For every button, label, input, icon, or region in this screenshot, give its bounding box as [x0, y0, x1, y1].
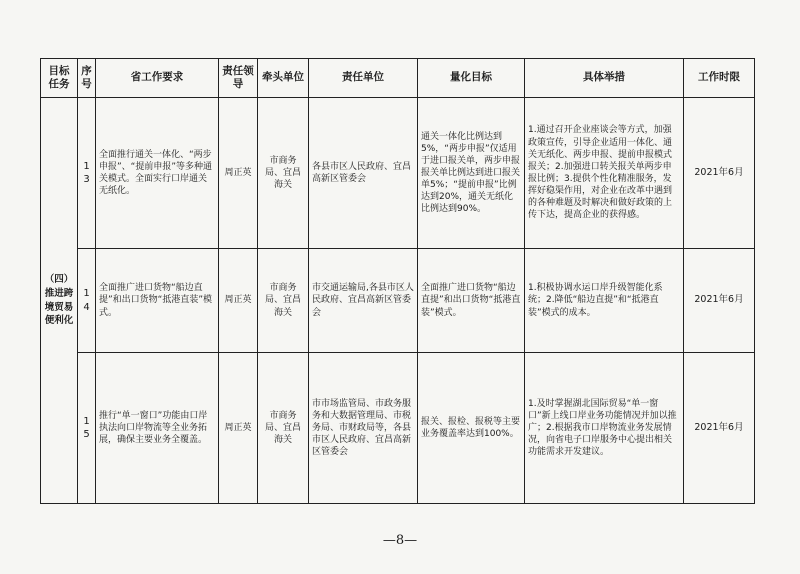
- header-measures: 具体举措: [525, 59, 684, 98]
- measures-cell: 1.积极协调水运口岸升级智能化系统；2.降低“船边直提”和“抵港直装”模式的成本。: [525, 249, 684, 353]
- page-number: —8—: [382, 533, 418, 548]
- target-cell: 全面推广进口货物“船边直提”和出口货物“抵港直装”模式。: [418, 249, 525, 353]
- row-number: 13: [78, 98, 96, 249]
- target-cell: 报关、报检、报税等主要业务覆盖率达到100%。: [418, 353, 525, 504]
- leader-cell: 周正英: [219, 98, 258, 249]
- task-table: [40, 58, 755, 504]
- table-row: [41, 249, 755, 353]
- header-leader: 责任领导: [219, 59, 258, 98]
- header-lead-unit: 牵头单位: [258, 59, 309, 98]
- header-responsible-units: 责任单位: [309, 59, 418, 98]
- header-requirement: 省工作要求: [96, 59, 219, 98]
- lead-unit-cell: 市商务局、宜昌海关: [258, 98, 309, 249]
- leader-cell: 周正英: [219, 353, 258, 504]
- table-row: [41, 98, 755, 249]
- row-number: 14: [78, 249, 96, 353]
- table-row: [41, 353, 755, 504]
- responsible-units-cell: 市市场监管局、市政务服务和大数据管理局、市税务局、市财政局等，各县市区人民政府、宜昌高新区管委会: [309, 353, 418, 504]
- deadline-cell: 2021年6月: [684, 98, 755, 249]
- measures-cell: 1.及时掌握湖北国际贸易“单一窗口”新上线口岸业务功能情况并加以推广；2.根据我市口岸物流业务发展情况，向省电子口岸服务中心提出相关功能需求开发建议。: [525, 353, 684, 504]
- requirement-cell: 全面推行通关一体化、“两步申报”、“提前申报”等多种通关模式。全面实行口岸通关无纸化。: [96, 98, 219, 249]
- group-task-cell: （四）推进跨境贸易便利化: [41, 98, 78, 504]
- row-number: 15: [78, 353, 96, 504]
- responsible-units-cell: 各县市区人民政府、宜昌高新区管委会: [309, 98, 418, 249]
- target-cell: 通关一体化比例达到5%，“两步申报”仅适用于进口报关单，两步申报报关单比例达到进口报关单5%；“提前申报”比例达到20%，通关无纸化比例达到90%。: [418, 98, 525, 249]
- lead-unit-cell: 市商务局、宜昌海关: [258, 353, 309, 504]
- measures-cell: 1.通过召开企业座谈会等方式，加强政策宣传，引导企业适用一体化、通关无纸化、两步申报、提前申报模式报关；2.加强进口转关报关单两步申报比例；3.提供个性化精准服务，发挥好稳渠作用，对企业在改革中遇到的各种难题及时解决和做好政策的上传下达，提高企业的获得感。: [525, 98, 684, 249]
- header-task: 目标任务: [41, 59, 78, 98]
- leader-cell: 周正英: [219, 249, 258, 353]
- responsible-units-cell: 市交通运输局,各县市区人民政府、宜昌高新区管委会: [309, 249, 418, 353]
- lead-unit-cell: 市商务局、宜昌海关: [258, 249, 309, 353]
- header-deadline: 工作时限: [684, 59, 755, 98]
- deadline-cell: 2021年6月: [684, 353, 755, 504]
- header-number: 序号: [78, 59, 96, 98]
- deadline-cell: 2021年6月: [684, 249, 755, 353]
- table-header-row: [41, 59, 755, 98]
- requirement-cell: 推行“单一窗口”功能由口岸执法向口岸物流等全业务拓展，确保主要业务全覆盖。: [96, 353, 219, 504]
- header-quantified-target: 量化目标: [418, 59, 525, 98]
- requirement-cell: 全面推广进口货物“船边直提”和出口货物“抵港直装”模式。: [96, 249, 219, 353]
